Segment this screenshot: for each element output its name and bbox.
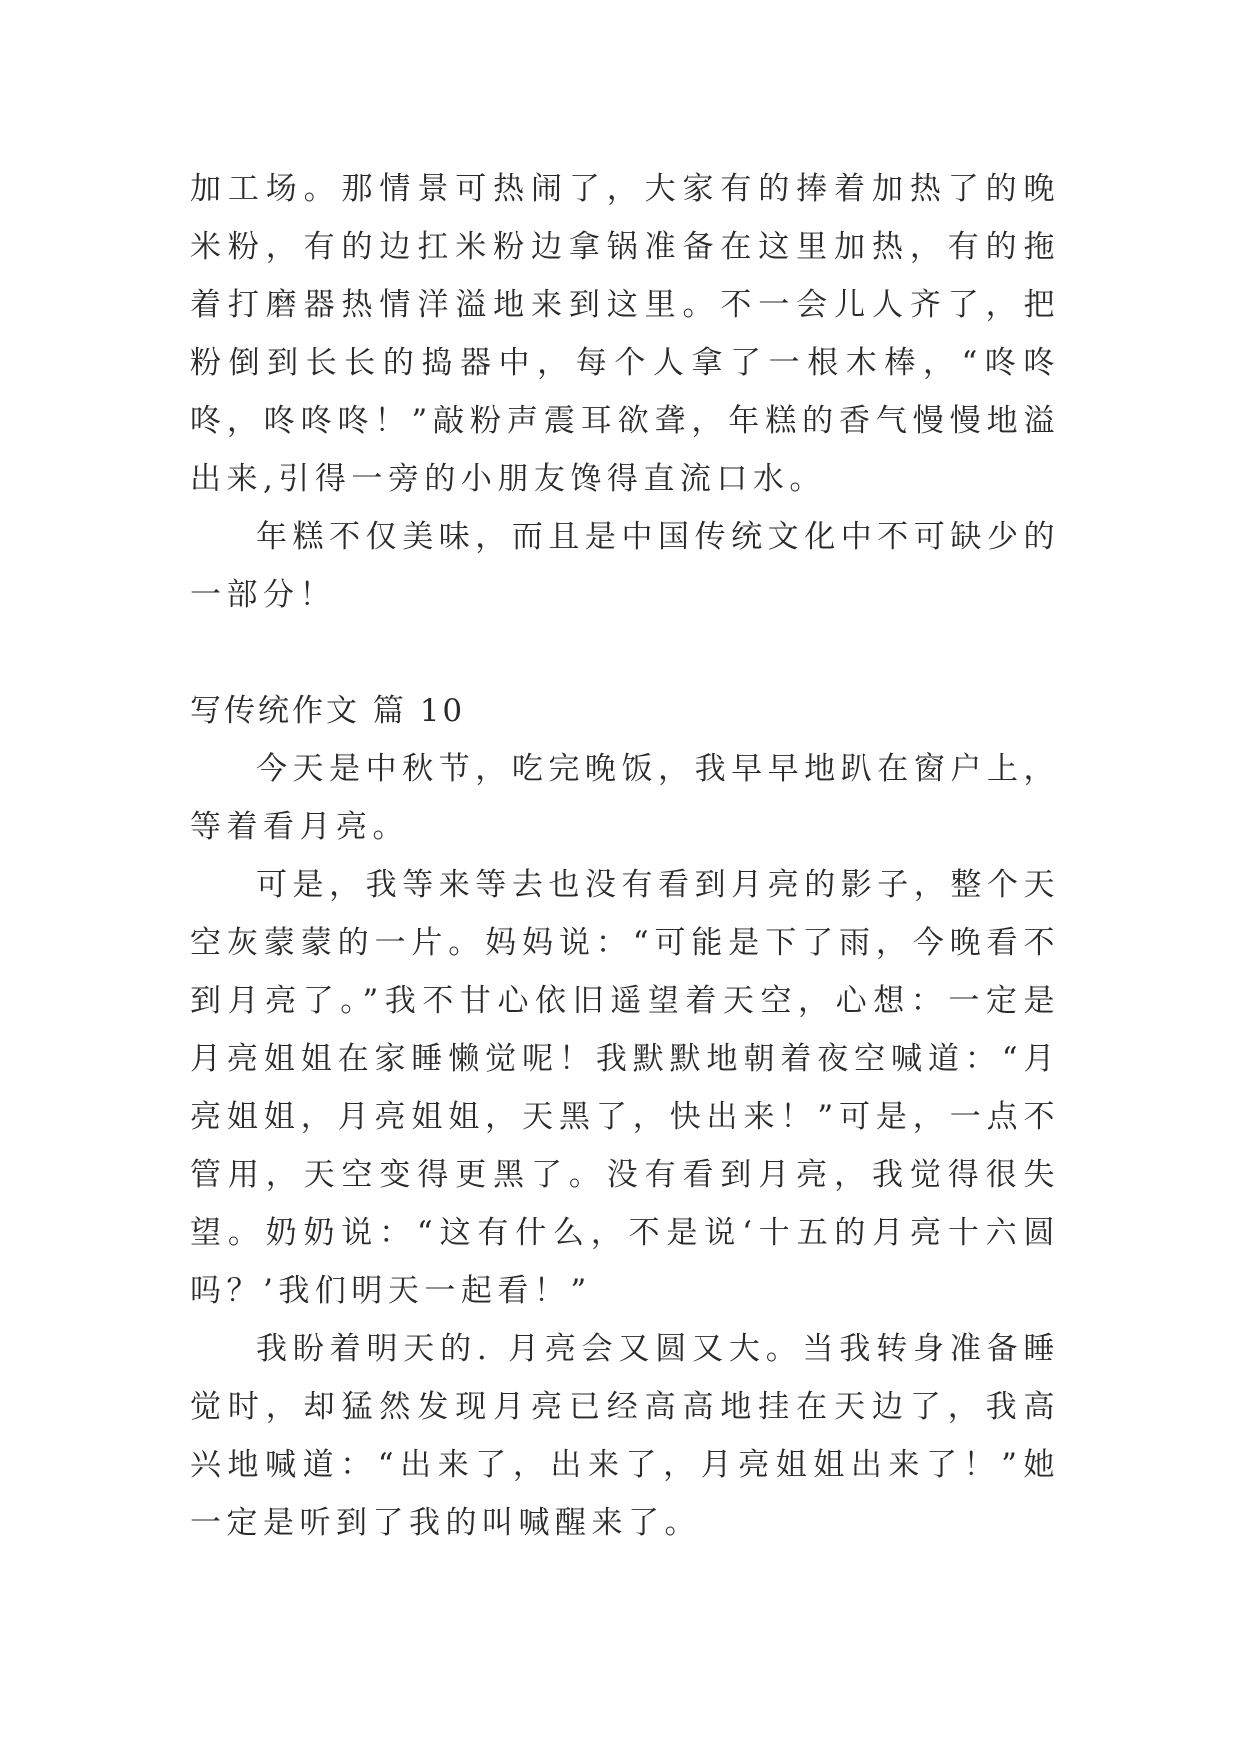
- body-paragraph: 今天是中秋节，吃完晚饭，我早早地趴在窗户上，等着看月亮。: [190, 751, 1060, 845]
- section-title: 写传统作文 篇 10: [190, 693, 466, 729]
- section-spacer: [190, 624, 1060, 682]
- body-paragraph: 可是，我等来等去也没有看到月亮的影子，整个天空灰蒙蒙的一片。妈妈说：“可能是下了雨，今晚看不到月亮了。”我不甘心依旧遥望着天空，心想：一定是月亮姐姐在家睡懒觉呢！我默默地朝着夜空喊道：“月亮姐姐，月亮姐姐，天黑了，快出来！”可是，一点不管用，天空变得更黑了。没有看到月亮，我觉得很失望。奶奶说：“这有什么，不是说‘十五的月亮十六圆吗？’我们明天一起看！”: [190, 867, 1060, 1309]
- text-column: [190, 160, 1060, 1552]
- body-paragraph: 年糕不仅美味，而且是中国传统文化中不可缺少的一部分！: [190, 519, 1060, 613]
- body-paragraph: 加工场。那情景可热闹了，大家有的捧着加热了的晚米粉，有的边扛米粉边拿锅准备在这里加热，有的拖着打磨器热情洋溢地来到这里。不一会儿人齐了，把粉倒到长长的捣器中，每个人拿了一根木棒，“咚咚咚，咚咚咚！”敲粉声震耳欲聋，年糕的香气慢慢地溢出来,引得一旁的小朋友馋得直流口水。: [190, 171, 1060, 497]
- body-paragraph: 我盼着明天的. 月亮会又圆又大。当我转身准备睡觉时，却猛然发现月亮已经高高地挂在天边了，我高兴地喊道：“出来了，出来了，月亮姐姐出来了！”她一定是听到了我的叫喊醒来了。: [190, 1331, 1060, 1541]
